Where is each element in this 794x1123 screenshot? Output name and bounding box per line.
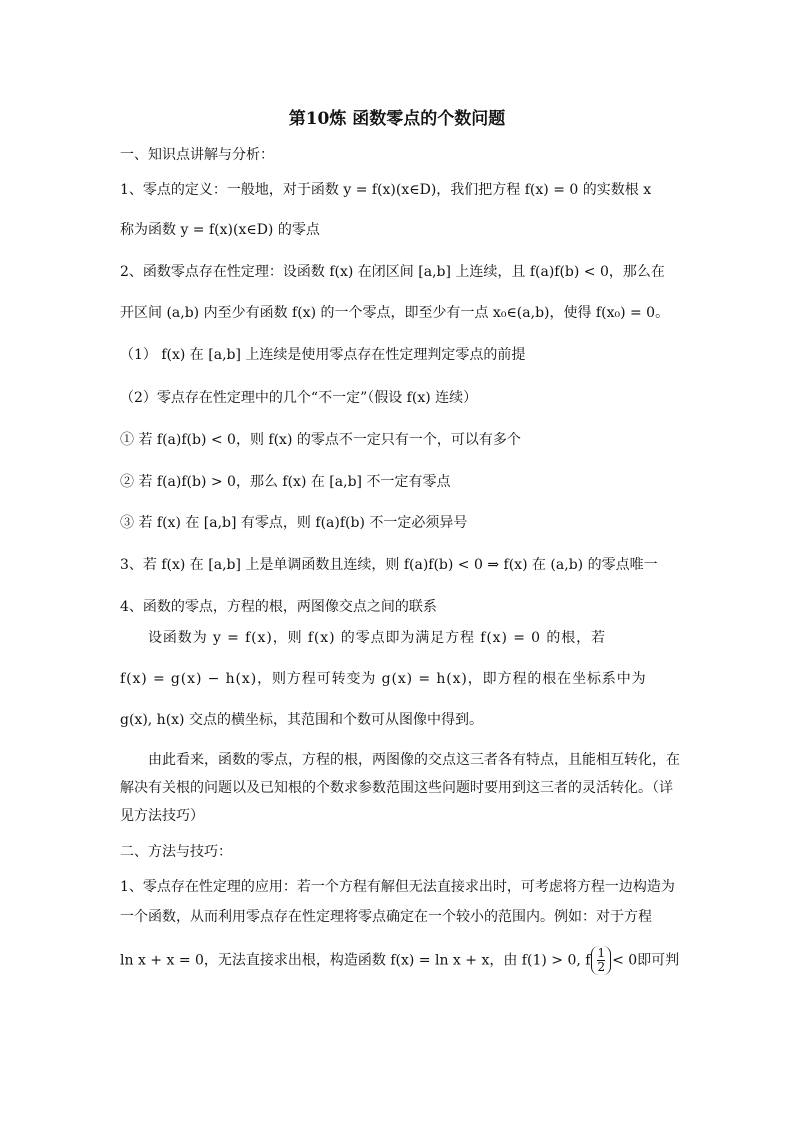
fraction-numerator: 1 [597, 946, 606, 960]
point-2: ② 若 f(a)f(b) > 0，那么 f(x) 在 [a,b] 不一定有零点 [120, 474, 451, 490]
fraction-denominator: 2 [597, 960, 606, 974]
paragraph-method-2: 一个函数，从而利用零点存在性定理将零点确定在一个较小的范围内。例如：对于方程 [120, 909, 652, 925]
note-uncertainty: （2）零点存在性定理中的几个“不一定”（假设 f(x) 连续） [120, 390, 478, 406]
paragraph-relation-detail-3: g(x), h(x) 交点的横坐标，其范围和个数可从图像中得到。 [120, 712, 483, 728]
method-3-text: ln x + x = 0，无法直接求出根，构造函数 f(x) = ln x + x，由 f(1) > 0, f [120, 952, 591, 969]
paragraph-zero-definition-1: 1、零点的定义：一般地，对于函数 y = f(x)(x∈D)，我们把方程 f(x) = 0 的实数根 x [120, 182, 652, 198]
paragraph-relation-detail-1: 设函数为 y = f(x)，则 f(x) 的零点即为满足方程 f(x) = 0 的根，若 [148, 630, 606, 646]
paragraph-summary-3: 见方法技巧） [120, 808, 204, 824]
paragraph-existence-theorem-1: 2、函数零点存在性定理：设函数 f(x) 在闭区间 [a,b] 上连续，且 f(a)f(b) < 0，那么在 [120, 264, 665, 280]
paragraph-existence-theorem-2: 开区间 (a,b) 内至少有函数 f(x) 的一个零点，即至少有一点 x₀∈(a,b)，使得 f(x₀) = 0。 [120, 305, 670, 321]
section-heading-1: 一、知识点讲解与分析： [120, 147, 274, 163]
method-3-tail: < 0即可判 [612, 952, 680, 969]
note-continuity: （1） f(x) 在 [a,b] 上连续是使用零点存在性定理判定零点的前提 [120, 347, 526, 363]
fraction-one-half [591, 946, 611, 975]
paragraph-summary-1: 由此看来，函数的零点，方程的根，两图像的交点这三者各有特点，且能相互转化，在 [148, 752, 680, 768]
paragraph-monotonic: 3、若 f(x) 在 [a,b] 上是单调函数且连续，则 f(a)f(b) < 0 ⇒ f(x) 在 (a,b) 的零点唯一 [120, 557, 658, 573]
paragraph-method-3 [120, 946, 680, 975]
section-heading-2: 二、方法与技巧： [120, 844, 232, 860]
point-3: ③ 若 f(x) 在 [a,b] 有零点，则 f(a)f(b) 不一定必须异号 [120, 515, 468, 531]
paragraph-method-1: 1、零点存在性定理的应用：若一个方程有解但无法直接求出时，可考虑将方程一边构造为 [120, 879, 675, 895]
point-1: ① 若 f(a)f(b) < 0，则 f(x) 的零点不一定只有一个，可以有多个 [120, 432, 521, 448]
paragraph-zero-definition-2: 称为函数 y = f(x)(x∈D) 的零点 [120, 222, 320, 238]
page-title: 第10炼 函数零点的个数问题 [288, 109, 506, 129]
paragraph-relation-detail-2: f(x) = g(x) − h(x)，则方程可转变为 g(x) = h(x)，即方程的根在坐标系中为 [120, 671, 647, 687]
paragraph-relation: 4、函数的零点，方程的根，两图像交点之间的联系 [120, 599, 437, 615]
paragraph-summary-2: 解决有关根的问题以及已知根的个数求参数范围这些问题时要用到这三者的灵活转化。（详 [120, 780, 673, 796]
